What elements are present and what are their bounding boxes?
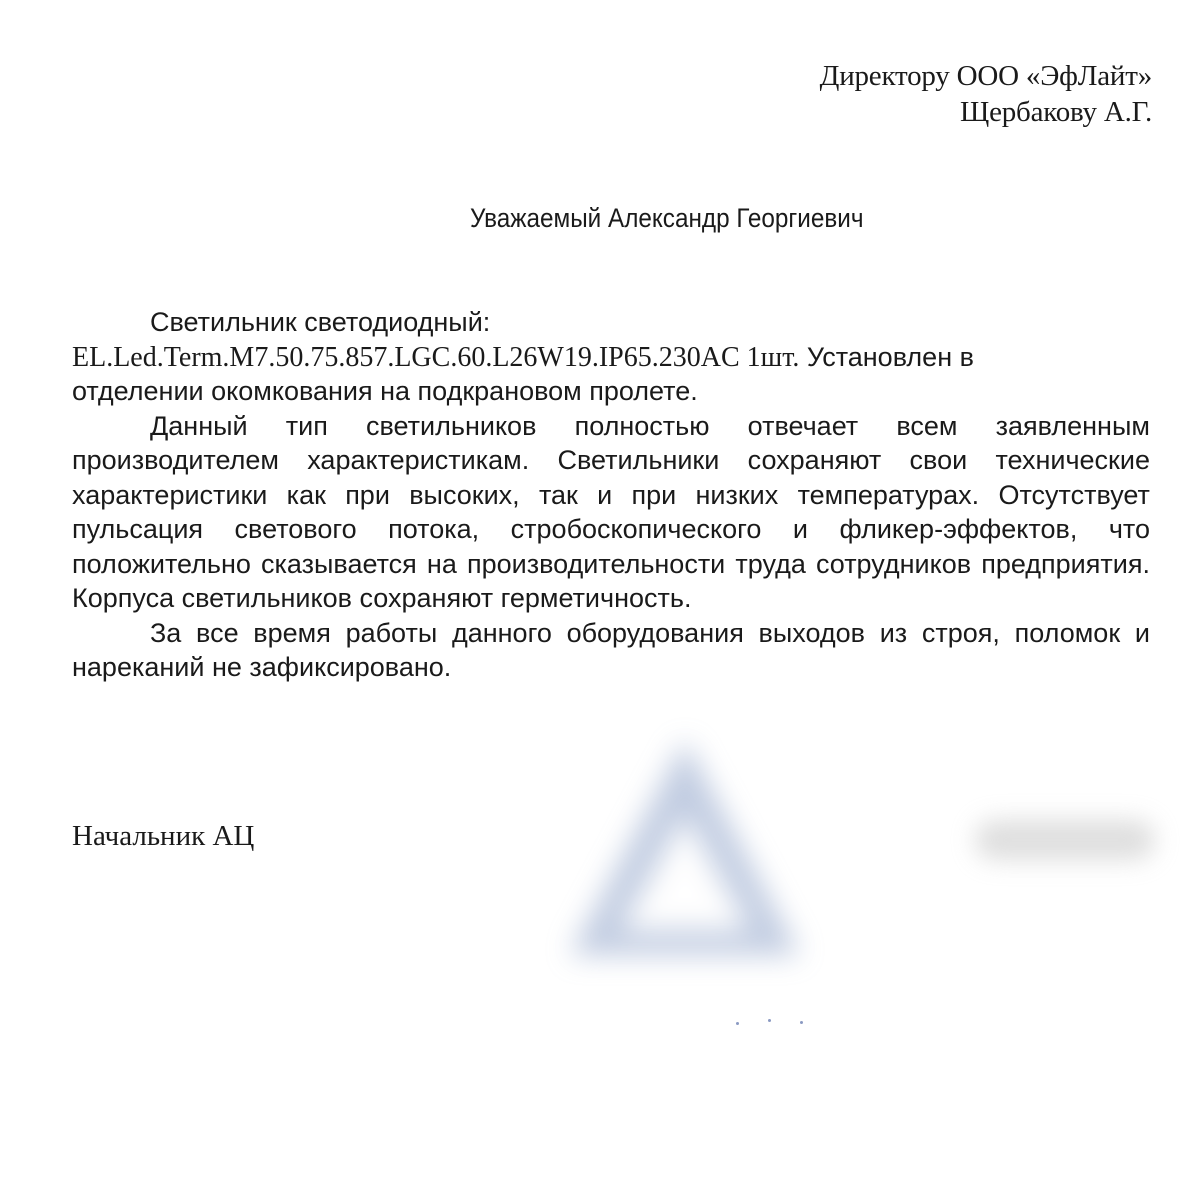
body-word: выходов	[758, 617, 866, 648]
blurred-stamp	[555, 720, 815, 980]
body-word: потока,	[388, 514, 480, 544]
body-word: строя,	[921, 617, 1000, 648]
body-word: низких	[695, 479, 779, 510]
body-word: Данный	[150, 410, 248, 441]
body-line: нареканий не зафиксировано.	[72, 652, 452, 682]
body-word: характеристики	[72, 479, 268, 510]
body-word: и	[597, 479, 613, 510]
body-word: технические	[995, 445, 1150, 475]
body-word: сотрудников	[815, 548, 972, 579]
body-word: Светильники	[557, 445, 720, 475]
salutation: Уважаемый Александр Георгиевич	[470, 203, 864, 233]
body-word: сказывается	[261, 548, 417, 579]
body-line-justified	[72, 512, 1150, 547]
body-word: высоких,	[409, 479, 520, 510]
body-word: на	[426, 548, 457, 579]
body-word: сохраняют	[747, 445, 882, 475]
body-word: полностью	[574, 410, 710, 441]
body-word: предприятия.	[981, 548, 1150, 579]
body-word: фликер-эффектов,	[839, 514, 1078, 544]
body-word: тип	[285, 410, 328, 441]
body-word: пульсация	[72, 514, 204, 544]
body-word: характеристикам.	[307, 445, 530, 475]
letter-body	[72, 305, 1150, 685]
body-word: все	[196, 617, 239, 648]
addressee-position: Директору ООО «ЭфЛайт»	[819, 60, 1152, 92]
body-word: заявленным	[995, 410, 1150, 441]
body-word: и	[1134, 617, 1150, 648]
body-word: За	[150, 617, 182, 648]
body-word: Отсутствует	[998, 479, 1150, 510]
body-word: производительности	[466, 548, 726, 579]
blurred-signature	[975, 820, 1155, 860]
scan-dot	[736, 1022, 739, 1025]
body-word: работы	[345, 617, 438, 648]
scan-dot	[768, 1019, 771, 1022]
body-line-justified	[72, 443, 1150, 478]
body-word: светильников	[366, 410, 537, 441]
body-word: и	[792, 514, 808, 544]
body-line: Светильник светодиодный:	[150, 307, 491, 337]
signatory-title: Начальник АЦ	[72, 820, 255, 852]
scan-dot	[800, 1021, 803, 1024]
body-word: положительно	[72, 548, 251, 579]
body-word: свои	[909, 445, 968, 475]
product-model: EL.Led.Term.M7.50.75.857.LGC.60.L26W19.IP65.230AC 1шт.	[72, 341, 800, 373]
body-line-justified	[72, 478, 1150, 513]
body-word: что	[1108, 514, 1150, 544]
addressee-block	[820, 58, 1152, 130]
body-word: при	[345, 479, 390, 510]
body-word: производителем	[72, 445, 279, 475]
body-word: оборудования	[566, 617, 744, 648]
body-line: отделении окомкования на подкрановом пролете.	[72, 376, 698, 406]
scan-marks	[728, 1015, 828, 1035]
body-word: так	[538, 479, 578, 510]
body-word: время	[253, 617, 331, 648]
body-word: как	[286, 479, 326, 510]
addressee-name: Щербакову А.Г.	[960, 96, 1152, 128]
body-word: труда	[735, 548, 806, 579]
body-line-justified	[72, 409, 1150, 444]
body-word: температурах.	[797, 479, 980, 510]
body-word: при	[631, 479, 677, 510]
stamp-triangle-icon	[555, 720, 815, 980]
body-word: стробоскопического	[510, 514, 762, 544]
body-word: всем	[896, 410, 958, 441]
body-line-justified	[72, 547, 1150, 582]
body-word: из	[879, 617, 908, 648]
body-line	[72, 340, 1150, 375]
body-word: данного	[451, 617, 552, 648]
body-line-justified	[72, 616, 1150, 651]
body-text-fragment: Установлен в	[799, 341, 974, 372]
body-word: отвечает	[747, 410, 859, 441]
body-line: Корпуса светильников сохраняют герметичность.	[72, 583, 692, 613]
body-word: поломок	[1014, 617, 1121, 648]
body-word: светового	[234, 514, 357, 544]
